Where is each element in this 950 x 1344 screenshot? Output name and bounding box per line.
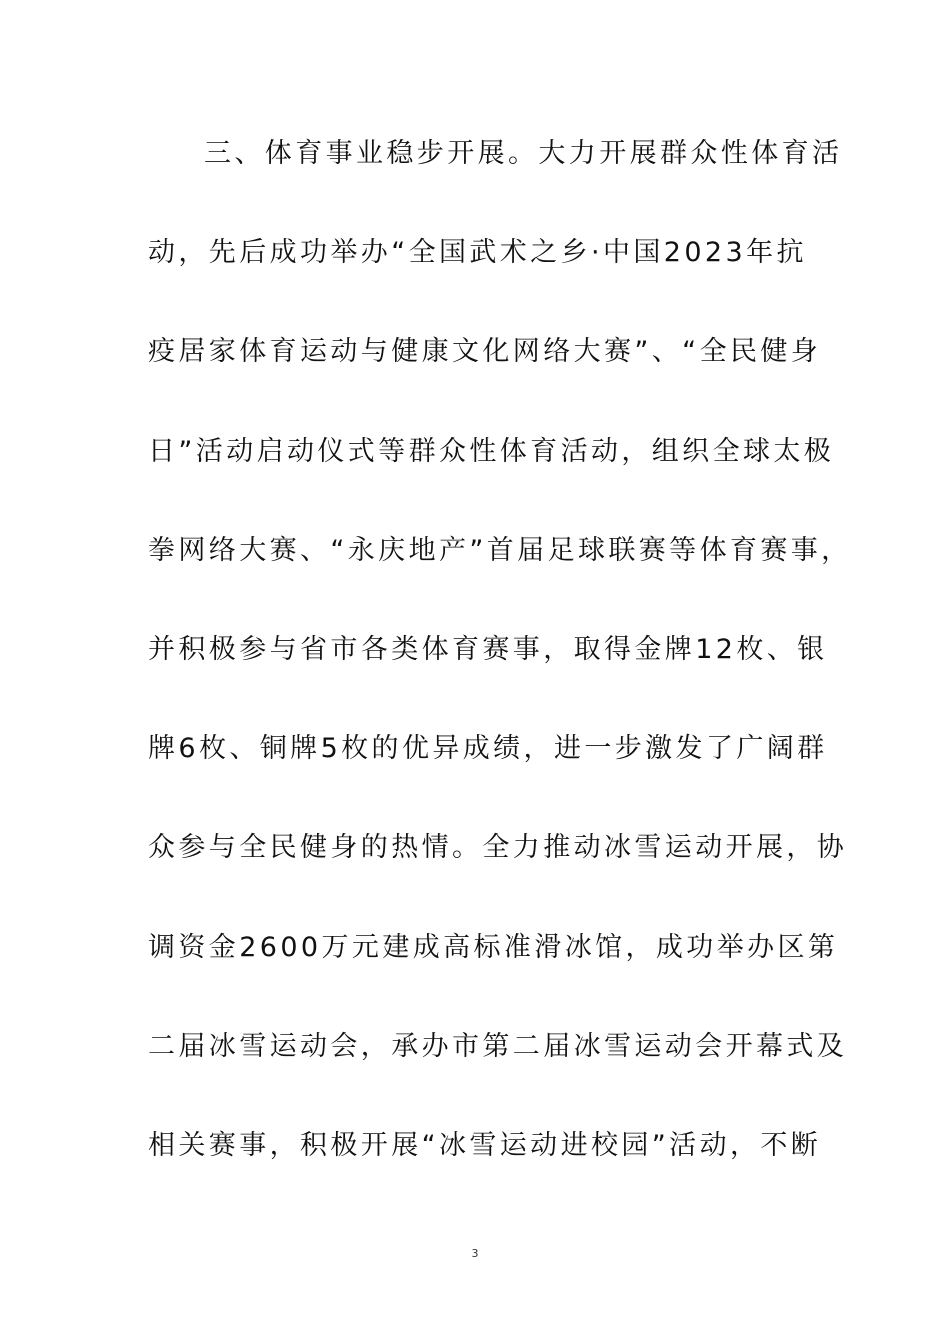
paragraph-line: 调资金2600万元建成高标准滑冰馆，成功举办区第 bbox=[148, 931, 839, 963]
paragraph-line: 日”活动启动仪式等群众性体育活动，组织全球太极 bbox=[148, 435, 835, 467]
paragraph-line: 众参与全民健身的热情。全力推动冰雪运动开展，协 bbox=[148, 832, 848, 864]
paragraph-line: 拳网络大赛、“永庆地产”首届足球联赛等体育赛事， bbox=[148, 534, 852, 566]
paragraph-line: 二届冰雪运动会，承办市第二届冰雪运动会开幕式及 bbox=[148, 1030, 848, 1062]
paragraph-line: 牌6枚、铜牌5枚的优异成绩，进一步激发了广阔群 bbox=[148, 733, 828, 765]
paragraph-line: 动，先后成功举办“全国武术之乡·中国2023年抗 bbox=[148, 237, 807, 269]
paragraph-line: 并积极参与省市各类体育赛事，取得金牌12枚、银 bbox=[148, 633, 828, 665]
paragraph-line: 疫居家体育运动与健康文化网络大赛”、“全民健身 bbox=[148, 336, 822, 368]
page-number: 3 bbox=[471, 1247, 479, 1260]
body-paragraph bbox=[148, 128, 852, 1219]
paragraph-line: 三、体育事业稳步开展。大力开展群众性体育活 bbox=[204, 138, 843, 169]
paragraph-line: 相关赛事，积极开展“冰雪运动进校园”活动，不断 bbox=[148, 1129, 822, 1161]
